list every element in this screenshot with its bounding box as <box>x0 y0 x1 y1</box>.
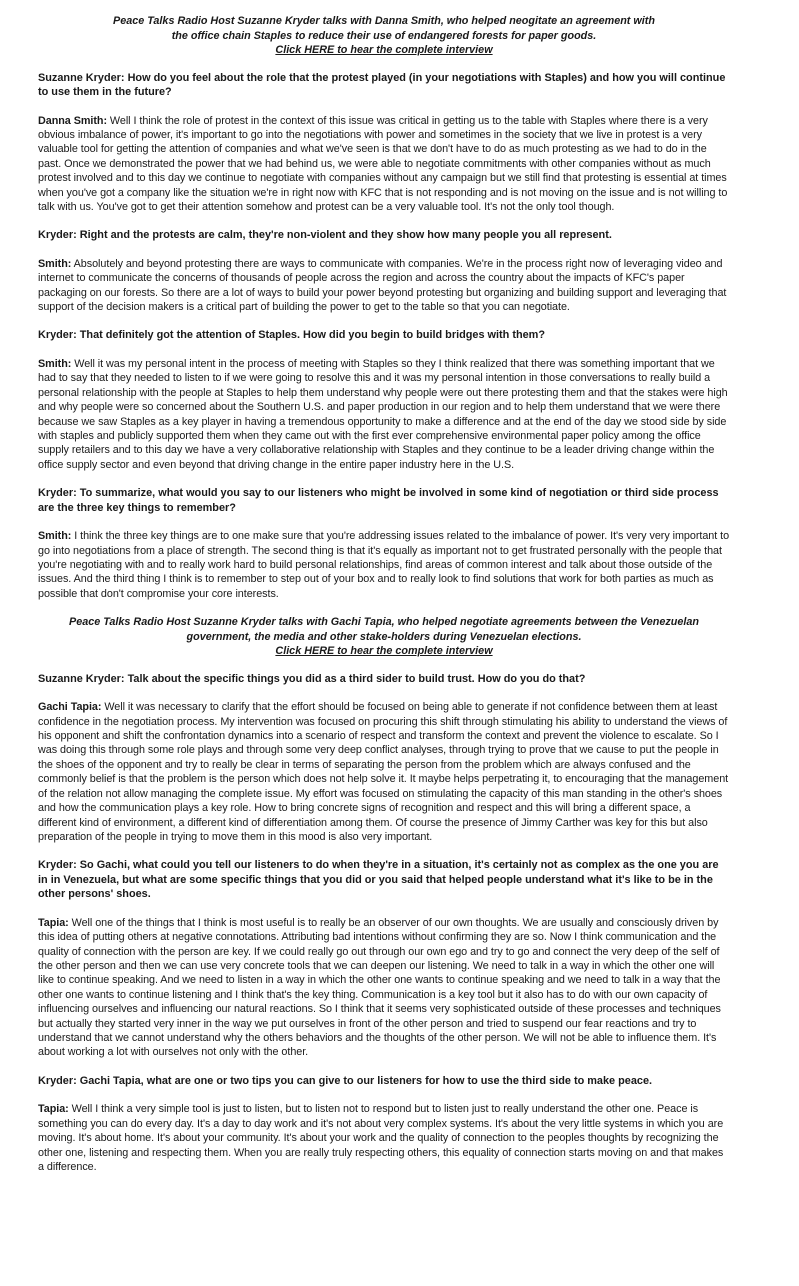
document-page <box>38 14 730 1188</box>
speaker-name: Gachi Tapia: <box>38 701 102 714</box>
answer-text: Well it was my personal intent in the process of meeting with Staples so they I think realized that there was something important that we had to say that they needed to listen to if we were going to resolve this and it was my personal intention in those conversations to really build a personal relationship with the people at Staples to help them understand why people were out there protesting them and that the stakes were high and why people were so concerned about the Southern U.S. and paper production in our region and to help them understand that we were there because we saw Staples as a key player in having a tremendous opportunity to make a difference and at the end of the day we stood side by side with staples and publicly supported them when they came out with the first ever comprehensive environmental paper policy among the office supply retailers and to this day we have a very collaborative relationship with Staples and they continue to be a leader driving change within the office supply sector and even beyond that driving change in the entire paper industry here in the U.S. <box>38 357 728 471</box>
answer-text: Well one of the things that I think is most useful is to really be an observer of our own thoughts. We are usually and consciously driven by this idea of putting others at negative connotations. Attributing bad intentions without confirming they are so. Now I think communication and the quality of connection with the person are key. If we could really go out through our own ego and try to go and connect the very deep of the self of the other person and then we can use very concrete tools that we can deepen our listening. We need to talk in a way in which the other one will like to continue speaking. And we need to listen in a way in which the other one wants to continue speaking and we need to talk in a way that the other one wants to continue listening and I think that's the key thing. Communication is a key tool but it also has to do with our own capacity of influencing ourselves and influencing our natural reactions. So I think that it seems very sophisticated outside of these processes and techniques but actually they started very inner in the way we put ourselves in front of the other person and tried to suspend our fear reactions and try to understand that we cannot understand why the others behaviors and the thoughts of the other person. We will not be able to influence them. It's about working a lot with ourselves not only with the other. <box>38 916 721 1059</box>
speaker-name: Danna Smith: <box>38 114 107 127</box>
question: Kryder: Gachi Tapia, what are one or two tips you can give to our listeners for how to use the third side to make peace. <box>38 1074 653 1087</box>
question: Kryder: Right and the protests are calm, they're non-violent and they show how many people you all represent. <box>38 229 612 242</box>
question: Kryder: That definitely got the attention of Staples. How did you begin to build bridges with them? <box>38 329 546 342</box>
question: Suzanne Kryder: Talk about the specific things you did as a third sider to build trust. How do you do that? <box>38 672 586 685</box>
answer <box>38 1102 730 1174</box>
answer <box>38 257 730 315</box>
intro-line: Peace Talks Radio Host Suzanne Kryder talks with Gachi Tapia, who helped negotiate agreements between the Venezuelan <box>69 616 699 629</box>
speaker-name: Tapia: <box>38 1103 69 1116</box>
answer-text: Well I think the role of protest in the context of this issue was critical in getting us to the table with Staples where there is a very obvious imbalance of power, it's important to go into the negotiations with power and sometimes in the society that we live in protest is a very valuable tool for getting the attention of companies and what we've seen is that we don't have to do as much protesting as we had to do in the past. Once we demonstrated the power that we had behind us, we were able to negotiate commitments with other companies without as much protest involved and to this day we continue to negotiate with companies without any campaign but we still find that protesting is essential at times when you've got a company like the situation we're in right now with KFC that is not responding and is not moving on the issue and is not willing to talk with us. You've got to get their attention somehow and protest can be a very valuable tool. It's not the only tool though. <box>38 114 728 213</box>
speaker-name: Tapia: <box>38 916 69 929</box>
interview-intro-1 <box>38 14 730 58</box>
answer-text: Well I think a very simple tool is just to listen, but to listen not to respond but to listen just to really understand the other one. Peace is something you can do every day. It's a day to day work and it's not about very complex systems. It's about the very little systems in which you are moving. It's about home. It's about your community. It's about your work and the quality of connection to the peoples thoughts by recognizing the other one, listening and respecting them. When you are really truly respecting others, this equality of connection starts moving on and that makes a difference. <box>38 1103 724 1173</box>
answer-text: Absolutely and beyond protesting there are ways to communicate with companies. We're in the process right now of leveraging video and internet to communicate the concerns of thousands of people across the region and across the country about the impacts of KFC's paper packaging on our forests. So there are a lot of ways to build your power beyond protesting but organizing and building support and leveraging that support of the decision makers is a critical part of building the power to get to the table so that you can negotiate. <box>38 257 727 314</box>
question: Kryder: To summarize, what would you say to our listeners who might be involved in some kind of negotiation or third side process are the three key things to remember? <box>38 487 719 514</box>
answer <box>38 114 730 215</box>
answer-text: Well it was necessary to clarify that the effort should be focused on being able to generate if not confidence between them at least confidence in the negotiation process. My intervention was focused on procuring this shift through stimulating his ability to understand the views of his opponent and shift the confrontation dynamics into a scenario of respect and transform the context and prevent the violence to escalate. So I was doing this through some role plays and through some very deep conflict analyses, through trying to prove that we cause to put the people in the shoes of the opponent and try to really be clear in terms of separating the person from the problem which are always confused and the commonly belief is that the problem is the person which does not help solve it. It maybe helps perpetrating it, to encouraging that the management of the relation not allow managing the complete issue. My effort was focused on stimulating the capacity of this man standing in the other's shoes and how the communication plays a key role. How to bring concrete signs of recognition and respect and this will bring a different space, a different kind of environment, a different kind of differentiation among them. Of course the presence of Jimmy Carther was key for this but also preparation of the people in trying to move them in this mood is also very important. <box>38 701 729 843</box>
answer <box>38 357 730 472</box>
answer <box>38 529 730 601</box>
hear-interview-link[interactable]: Click HERE to hear the complete interview <box>275 44 493 56</box>
answer-text: I think the three key things are to one make sure that you're addressing issues related to the imbalance of power. It's very very important to go into negotiations from a place of strength. The second thing is that it's equally as important not to get frustrated personally with the people that you're negotiating with and to really work hard to build personal relationships, find areas of common interest and talk about those outside of the issues. And the third thing I think is to remember to step out of your box and to really look to find solutions that work for both parties as much as possible that don't compromise your core interests. <box>38 530 730 600</box>
question: Suzanne Kryder: How do you feel about the role that the protest played (in your negotiations with Staples) and how you will continue to use them in the future? <box>38 71 726 98</box>
intro-line: Peace Talks Radio Host Suzanne Kryder talks with Danna Smith, who helped neogitate an agreement with <box>113 15 655 27</box>
speaker-name: Smith: <box>38 530 72 543</box>
answer <box>38 916 730 1060</box>
question: Kryder: So Gachi, what could you tell our listeners to do when they're in a situation, it's certainly not as complex as the one you are in in Venezuela, but what are some specific things that you did or you said that helped people understand what it's like to be in the other persons' shoes. <box>38 859 719 901</box>
intro-line: government, the media and other stake-holders during Venezuelan elections. <box>186 630 582 643</box>
interview-intro-2 <box>38 615 730 659</box>
speaker-name: Smith: <box>38 257 72 270</box>
hear-interview-link[interactable]: Click HERE to hear the complete interview <box>275 645 493 658</box>
answer <box>38 700 730 844</box>
intro-line: the office chain Staples to reduce their use of endangered forests for paper goods. <box>171 29 597 42</box>
speaker-name: Smith: <box>38 357 72 370</box>
